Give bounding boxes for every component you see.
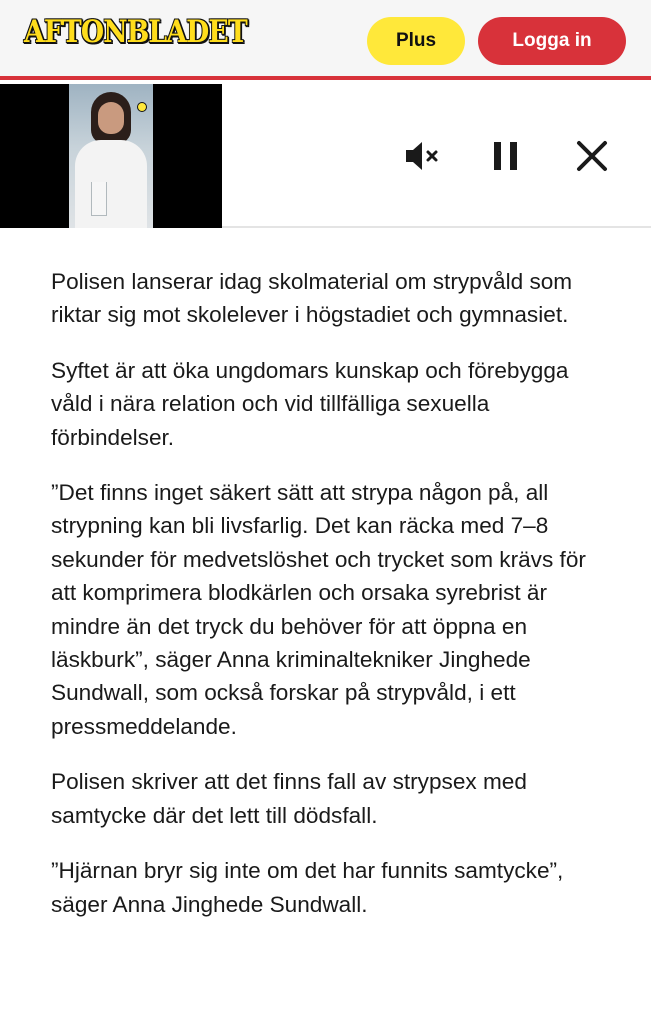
mini-video-player <box>0 84 651 228</box>
article-paragraph: Polisen lanserar idag skolmaterial om strypvåld som riktar sig mot skolelever i högstadiet och gymnasiet. <box>51 269 573 328</box>
pause-icon <box>486 136 526 176</box>
close-icon <box>572 136 612 176</box>
login-button[interactable]: Logga in <box>478 17 626 65</box>
close-player-button[interactable] <box>572 136 612 176</box>
video-frame <box>69 84 153 228</box>
mute-button[interactable] <box>402 136 442 176</box>
pause-button[interactable] <box>486 136 526 176</box>
article-paragraph: Polisen skriver att det finns fall av strypsex med samtycke där det lett till dödsfall. <box>51 769 527 828</box>
video-thumbnail[interactable] <box>0 84 222 228</box>
presenter-face <box>98 102 124 134</box>
water-glass <box>91 182 107 216</box>
channel-badge-icon <box>137 102 147 112</box>
article-paragraph: ”Det finns inget säkert sätt att strypa någon på, all strypning kan bli livsfarlig. Det kan räcka med 7–8 sekunder för medvetslöshet och trycket som krävs för att komprimera blodkärlen och orsaka syrebrist är mindre än det tryck du behöver för att öppna en läskburk”, säger Anna kriminaltekniker Jinghede Sundwall, som också forskar på strypvåld, i ett pressmeddelande. <box>51 480 586 739</box>
mute-icon <box>402 136 442 176</box>
article-paragraph: Syftet är att öka ungdomars kunskap och förebygga våld i nära relation och vid tillfälliga sexuella förbindelser. <box>51 357 569 450</box>
plus-button[interactable]: Plus <box>367 17 465 65</box>
presenter-body <box>75 140 147 228</box>
article-body <box>51 265 611 943</box>
article-paragraph: ”Hjärnan bryr sig inte om det har funnits samtycke”, säger Anna Jinghede Sundwall. <box>51 858 564 917</box>
aftonbladet-logo[interactable]: AFTONBLADET <box>24 14 247 50</box>
site-header <box>0 0 651 80</box>
